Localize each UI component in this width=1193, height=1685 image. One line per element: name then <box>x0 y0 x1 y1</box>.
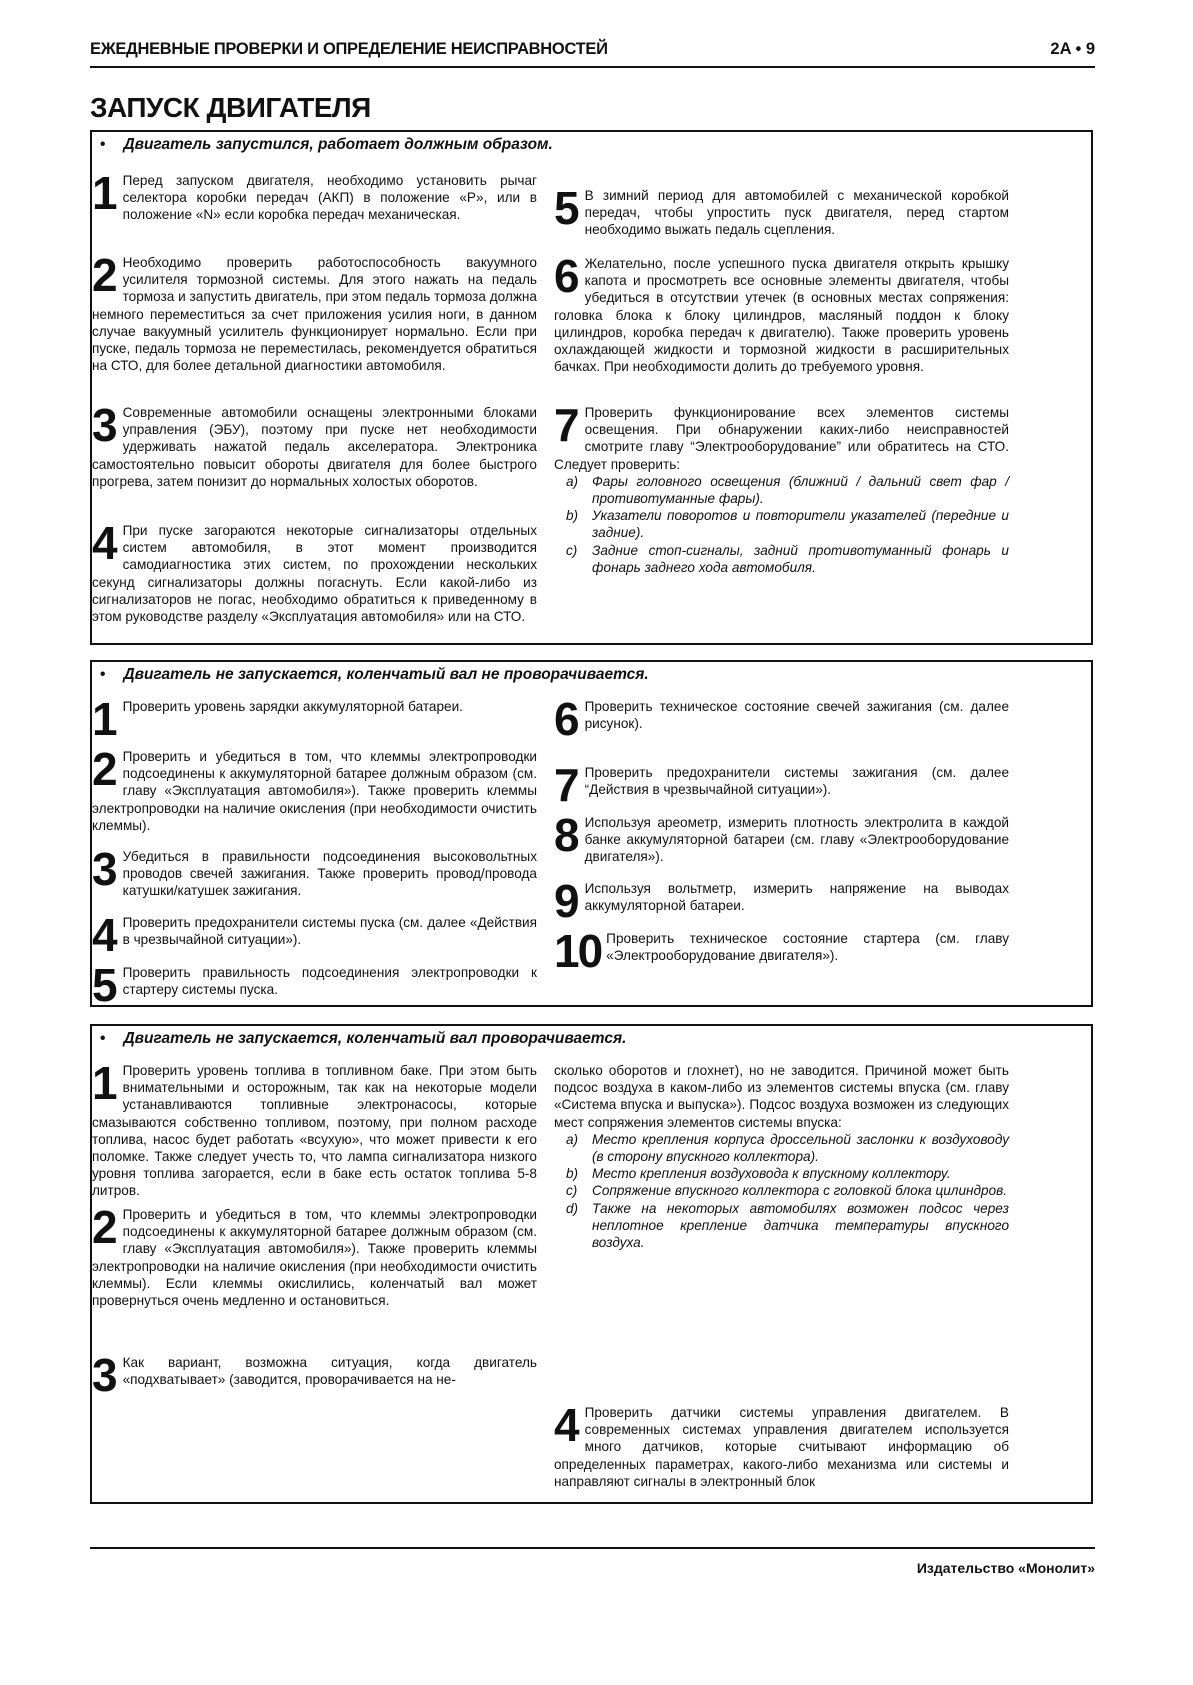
step-number: 3 <box>92 399 118 451</box>
running-header <box>90 38 1095 68</box>
step-number: 3 <box>92 1349 118 1401</box>
box-crank-not-turning <box>90 660 1093 1011</box>
step-number: 9 <box>554 875 580 927</box>
step-number: 3 <box>92 843 118 895</box>
step-item: 3 Убедиться в правильности подсоединения высоковольтных проводов свечей зажигания. Также проверить провод/провода катушки/катушек зажигания. <box>92 843 537 899</box>
box-heading: • Двигатель не запускается, коленчатый вал проворачивается. <box>100 1030 627 1047</box>
section-title: ЗАПУСК ДВИГАТЕЛЯ <box>90 92 371 123</box>
sub-item: d) Также на некоторых автомобилях возможен подсос через неплотное крепление датчика температуры впускного воздуха. <box>566 1200 1009 1251</box>
publisher-footer: Издательство «Монолит» <box>916 1560 1095 1576</box>
step-number: 2 <box>92 1201 118 1253</box>
step-item: 4 Проверить предохранители системы пуска (см. далее «Действия в чрезвычайной ситуации»). <box>92 909 537 961</box>
sub-item: a) Фары головного освещения (ближний / дальний свет фар / противотуманные фары). <box>566 473 1009 507</box>
step-number: 1 <box>92 1057 118 1109</box>
page-number: 2A • 9 <box>1050 40 1095 58</box>
step-number: 5 <box>92 959 118 1011</box>
step-item: 3 Как вариант, возможна ситуация, когда двигатель «подхватывает» (заводится, проворачивается на не- <box>92 1349 537 1401</box>
step-item: 5 Проверить правильность подсоединения электропроводки к стартеру системы пуска. <box>92 959 537 1011</box>
step-number: 6 <box>554 250 580 302</box>
step-number: 6 <box>554 693 580 745</box>
footer-rule <box>90 1547 1095 1549</box>
sub-item: b) Указатели поворотов и повторители указателей (передние и задние). <box>566 508 1009 541</box>
step-item: 2 Проверить и убедиться в том, что клеммы электропроводки подсоединены к аккумуляторной батарее должным образом (см. главу «Эксплуатация автомобиля»). Также проверить клеммы электропроводки на наличие окисления (при необходимости очистить клеммы). Если клеммы окислились, коленчатый вал может провернуться очень медленно и остановиться. <box>92 1201 537 1309</box>
sub-item: c) Сопряжение впускного коллектора с головкой блока цилиндров. <box>566 1183 1008 1199</box>
step-item: 2 Проверить и убедиться в том, что клеммы электропроводки подсоединены к аккумуляторной батарее должным образом (см. главу «Эксплуатация автомобиля»). Также проверить клеммы электропроводки на наличие окисления (при необходимости очистить клеммы). <box>92 743 537 833</box>
step-item: 1 Проверить уровень зарядки аккумуляторной батареи. <box>92 693 463 745</box>
step-number: 5 <box>554 182 580 234</box>
step-item: 5 В зимний период для автомобилей с механической коробкой передач, чтобы упростить пуск двигателя, перед стартом необходимо выжать педаль сцепления. <box>554 182 1009 238</box>
step-item: 4 При пуске загораются некоторые сигнализаторы отдельных систем автомобиля, в этот момент производится самодиагностика этих систем, по прохождении нескольких секунд сигнализаторы должны погаснуть. Если какой-либо из сигнализаторов не погас, необходимо обратиться к приведенному в этом руководстве разделу «Эксплуатация автомобиля» или на СТО. <box>92 517 537 625</box>
sub-item: b) Место крепления воздуховода к впускному коллектору. <box>566 1166 951 1182</box>
box-heading: • Двигатель запустился, работает должным образом. <box>100 136 553 153</box>
step-item: 4 Проверить датчики системы управления двигателем. В современных системах управления двигателем используется много датчиков, которые считывают информацию об определенных параметрах, какого-либо механизма или системы и направляют сигналы в электронный блок <box>554 1399 1009 1489</box>
step-item: 9 Используя вольтметр, измерить напряжение на выводах аккумуляторной батареи. <box>554 875 1009 927</box>
box-heading: • Двигатель не запускается, коленчатый вал не проворачивается. <box>100 666 649 683</box>
step-item: 6 Желательно, после успешного пуска двигателя открыть крышку капота и просмотреть все основные элементы двигателя, чтобы убедиться в отсутствии утечек (в основных местах сопряжения: головка блока к блоку цилиндров, масляный поддон к блоку цилиндров, коробка передач к двигателю). Также проверить уровень охлаждающей жидкости и тормозной жидкости в расширительных бачках. При необходимости долить до требуемого уровня. <box>554 250 1009 375</box>
step-item: 1 Проверить уровень топлива в топливном баке. При этом быть внимательными и осторожным, так как на некоторые модели устанавливаются топливные электронасосы, которые смазываются собственно топливом, поэтому, при полном расходе топлива, насос будет работать «всухую», что может привести к его поломке. Также следует учесть то, что лампа сигнализатора низкого уровня топлива загорается, если в баке есть остаток топлива 5-8 литров. <box>92 1057 537 1199</box>
step-number: 7 <box>554 759 580 811</box>
sub-item: a) Место крепления корпуса дроссельной заслонки к воздуховоду (в сторону впускного коллектора). <box>566 1131 1009 1165</box>
step-item: 6 Проверить техническое состояние свечей зажигания (см. далее рисунок). <box>554 693 1009 745</box>
step-item: 1 Перед запуском двигателя, необходимо установить рычаг селектора коробки передач (АКП) в положение «P», или в положение «N» если коробка передач механическая. <box>92 167 537 223</box>
step-number: 4 <box>92 517 118 569</box>
sub-item: c) Задние стоп-сигналы, задний противотуманный фонарь и фонарь заднего хода автомобиля. <box>566 542 1009 575</box>
step-item: 7 Проверить функционирование всех элементов системы освещения. При обнаружении каких-либо неисправностей смотрите главу “Электрооборудование” или обратитесь на СТО. Следует проверить: a) Фары головного освещения (ближний / дальний свет фар / противотуманные фары). b) Указатели поворотов и повторители указателей (передние и задние). c) Задние стоп-сигналы, задний противотуманный фонарь и фонарь заднего хода автомобиля. <box>554 399 1009 575</box>
step-item: 3 Современные автомобили оснащены электронными блоками управления (ЭБУ), поэтому при пуске нет необходимости удерживать нажатой педаль акселератора. Электроника самостоятельно повысит обороты двигателя для более быстрого прогрева, затем понизит до нормальных холостых оборотов. <box>92 399 537 489</box>
step-number: 7 <box>554 399 580 451</box>
step-item: 8 Используя ареометр, измерить плотность электролита в каждой банке аккумуляторной батареи (см. главу «Электрооборудование двигателя»). <box>554 809 1009 865</box>
box-crank-turning <box>90 1024 1093 1504</box>
step-number: 4 <box>554 1399 580 1451</box>
step-number: 2 <box>92 743 118 795</box>
step-number: 1 <box>92 167 118 219</box>
step-number: 2 <box>92 249 118 301</box>
box-engine-started <box>90 130 1093 645</box>
step-number: 4 <box>92 909 118 961</box>
step-item: 7 Проверить предохранители системы зажигания (см. далее “Действия в чрезвычайной ситуации»). <box>554 759 1009 811</box>
step-item: 10 Проверить техническое состояние стартера (см. главу «Электрооборудование двигателя»). <box>554 925 1009 977</box>
step-number: 10 <box>554 925 602 977</box>
step-item: 2 Необходимо проверить работоспособность вакуумного усилителя тормозной системы. Для этого нажать на педаль тормоза и запустить двигатель, при этом педаль тормоза должна немного переместиться за счет приложения усилия ноги, в данном случае вакуумный усилитель функционирует нормально. Если при пуске, педаль тормоза не переместилась, рекомендуется обратиться на СТО, для более детальной диагностики автомобиля. <box>92 249 537 374</box>
step-number: 1 <box>92 693 118 745</box>
running-header-title: ЕЖЕДНЕВНЫЕ ПРОВЕРКИ И ОПРЕДЕЛЕНИЕ НЕИСПРАВНОСТЕЙ <box>90 40 608 58</box>
step-number: 8 <box>554 809 580 861</box>
step-item-continued: сколько оборотов и глохнет), но не заводится. Причиной может быть подсос воздуха в каком-либо из элементов системы впуска (см. главу «Система впуска и выпуска»). Подсос воздуха возможен из следующих мест сопряжения элементов системы впуска: a) Место крепления корпуса дроссельной заслонки к воздуховоду (в сторону впускного коллектора). b) Место крепления воздуховода к впускному коллектору. c) Сопряжение впускного коллектора с головкой блока цилиндров. d) Также на некоторых автомобилях возможен подсос через неплотное крепление датчика температуры впускного воздуха. <box>554 1063 1009 1251</box>
